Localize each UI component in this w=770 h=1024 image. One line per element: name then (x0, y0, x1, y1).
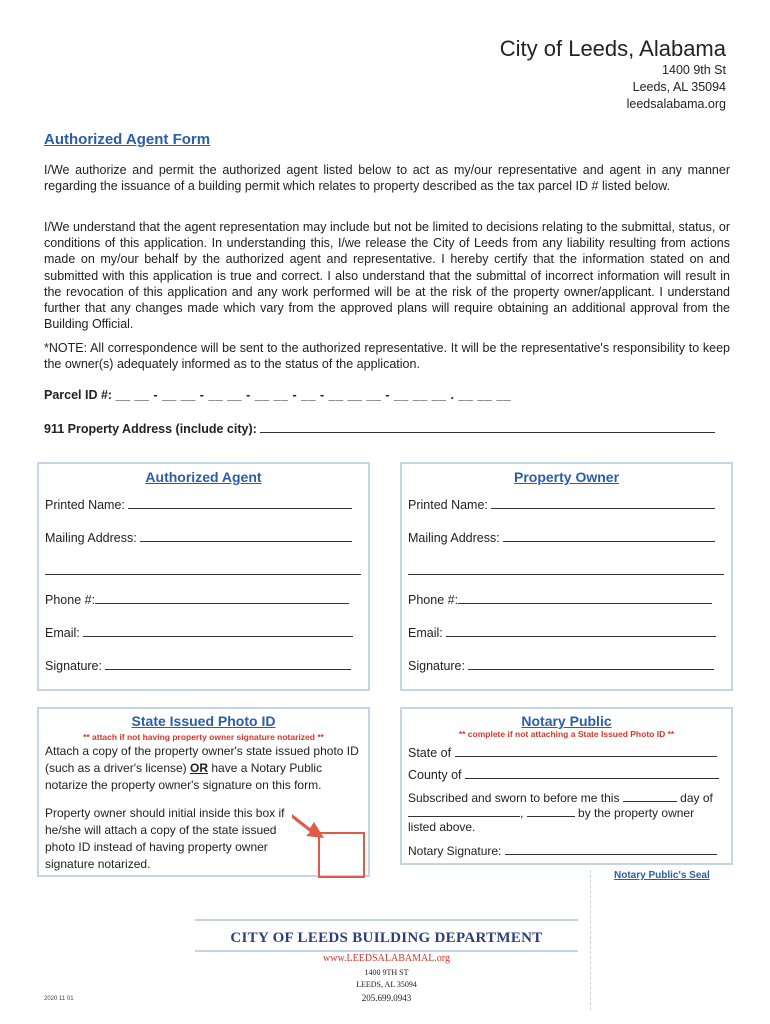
city-zip: Leeds, AL 35094 (632, 80, 726, 94)
notary-day-field[interactable] (623, 790, 677, 802)
agent-signature: Signature: (45, 658, 351, 673)
agent-mailing-address-field[interactable] (140, 530, 352, 542)
agent-mailing-address-field-2[interactable] (45, 563, 361, 575)
owner-printed-name: Printed Name: (408, 497, 715, 512)
agent-signature-field[interactable] (105, 658, 351, 670)
agent-phone-field[interactable] (95, 592, 349, 604)
city-name: City of Leeds, Alabama (499, 36, 726, 61)
notary-signature-field[interactable] (505, 843, 717, 855)
photo-id-initial-instructions: Property owner should initial inside this box if he/she will attach a copy of the state issued photo ID instead of having property owner signature notarized. (45, 806, 285, 871)
owner-printed-name-field[interactable] (491, 497, 715, 509)
notary-sworn-line2: , by the property owner (408, 805, 694, 820)
notary-public-box (400, 707, 733, 865)
owner-mailing-address-field[interactable] (503, 530, 715, 542)
notary-state: State of (408, 745, 717, 760)
footer-phone: 205.699.0943 (361, 993, 412, 1003)
agent-printed-name-field[interactable] (128, 497, 352, 509)
footer-rule-top (195, 919, 578, 921)
notary-title: Notary Public (521, 713, 612, 729)
photo-id-title: State Issued Photo ID (131, 713, 276, 729)
notary-seal-label: Notary Public's Seal (614, 870, 710, 881)
owner-mailing-address-field-2[interactable] (408, 563, 724, 575)
notary-county: County of (408, 767, 719, 782)
agent-box-title: Authorized Agent (145, 469, 262, 485)
notary-note: ** complete if not attaching a State Issued Photo ID ** (458, 729, 675, 739)
footer-city: LEEDS, AL 35094 (356, 980, 417, 989)
owner-phone: Phone #: (408, 592, 712, 607)
footer-rule-bottom (195, 950, 578, 952)
authorization-paragraph: I/We authorize and permit the authorized agent listed below to act as my/our representative and agent in any manner regarding the issuance of a building permit which relates to property described as the tax parcel ID # listed below. (44, 163, 730, 194)
notary-month-field[interactable] (408, 805, 520, 817)
owner-email: Email: (408, 625, 716, 640)
owner-box-title: Property Owner (513, 469, 620, 485)
authorized-agent-box (37, 462, 370, 691)
footer-website[interactable]: www.LEEDSALABAMAL.org (323, 953, 450, 964)
parcel-id-label: Parcel ID #: (44, 388, 113, 402)
seal-area-divider (590, 870, 591, 1010)
agent-email: Email: (45, 625, 353, 640)
city-header (500, 36, 726, 113)
notary-state-field[interactable] (455, 745, 717, 757)
property-owner-box (400, 462, 733, 691)
agent-printed-name: Printed Name: (45, 497, 352, 512)
city-website: leedsalabama.org (626, 97, 726, 111)
footer-department: CITY OF LEEDS BUILDING DEPARTMENT (230, 930, 543, 946)
owner-email-field[interactable] (446, 625, 716, 637)
understanding-paragraph: I/We understand that the agent representation may include but not be limited to decisions relating to the submittal, status, or conditions of this application. In understanding this, I/we release the City of Leeds from any liability resulting from actions made on my/our behalf by the authorized agent and representative. I hereby certify that the information stated on and submitted with this application is true and correct. I also understand that the submittal of incorrect information will result in the revocation of this application and any work performed will be at the risk of the property owner/applicant. I understand further that any changes made which vary from the approved plans will require obtaining an additional approval from the Building Official. (44, 220, 730, 332)
photo-id-instructions: Attach a copy of the property owner's state issued photo ID (such as a driver's license) OR have a Notary Public notarize the property owner's signature on this form. (45, 744, 359, 792)
city-street: 1400 9th St (662, 63, 726, 77)
owner-phone-field[interactable] (458, 592, 712, 604)
notary-sworn-line1: Subscribed and sworn to before me this day of (408, 791, 713, 805)
owner-signature-field[interactable] (468, 658, 714, 670)
photo-id-note: ** attach if not having property owner signature notarized ** (83, 732, 324, 742)
form-version: 2020 11 01 (44, 996, 74, 1002)
agent-mailing-address-line2 (45, 563, 361, 578)
notary-sworn-line3: listed above. (408, 820, 476, 834)
owner-mailing-address: Mailing Address: (408, 530, 715, 545)
agent-email-field[interactable] (83, 625, 353, 637)
owner-mailing-address-line2 (408, 563, 724, 578)
footer-street: 1400 9TH ST (364, 968, 409, 977)
notary-county-field[interactable] (465, 767, 719, 779)
parcel-id-field[interactable]: __ __ - __ __ - __ __ - __ __ - __ - __ __ __ - __ __ __ . __ __ __ (115, 388, 512, 402)
notary-year-field[interactable] (527, 805, 575, 817)
property-address-field[interactable] (260, 421, 715, 433)
owner-initial-box[interactable] (318, 832, 365, 878)
agent-phone: Phone #: (45, 592, 349, 607)
notary-signature: Notary Signature: (408, 843, 717, 858)
property-address-label: 911 Property Address (include city): (44, 422, 257, 436)
agent-mailing-address: Mailing Address: (45, 530, 352, 545)
note-paragraph: *NOTE: All correspondence will be sent to the authorized representative. It will be the representative's responsibility to keep the owner(s) adequately informed as to the status of the application. (44, 341, 730, 372)
parcel-id-row (44, 388, 511, 402)
owner-signature: Signature: (408, 658, 714, 673)
form-title: Authorized Agent Form (44, 131, 211, 148)
property-address-row (44, 421, 715, 436)
